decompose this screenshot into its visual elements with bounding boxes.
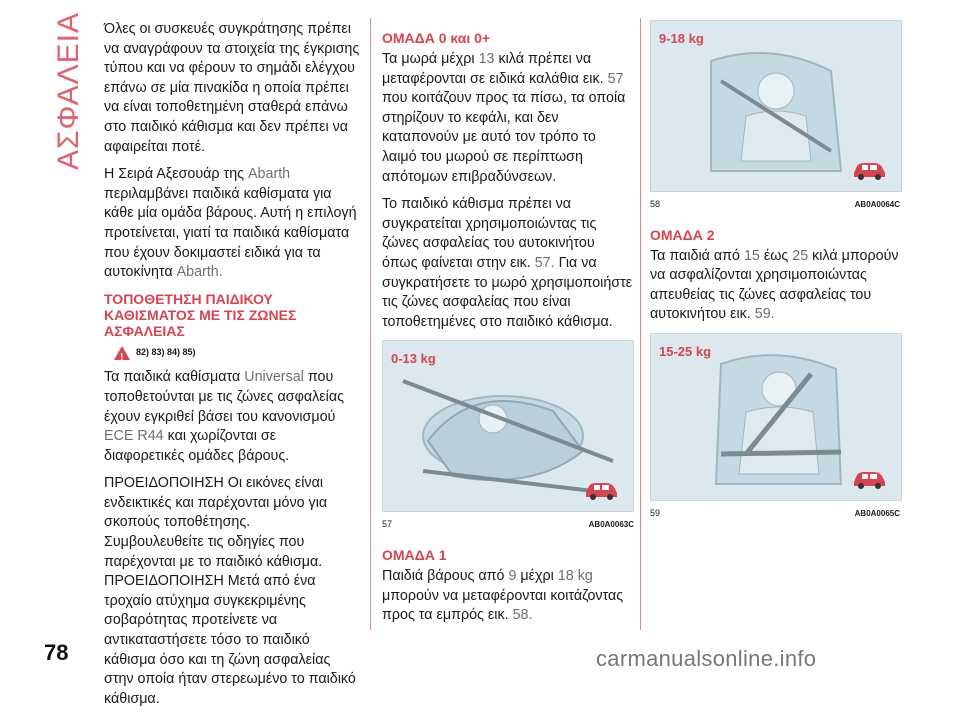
section-heading: ΤΟΠΟΘΕΤΗΣΗ ΠΑΙΔΙΚΟΥ ΚΑΘΙΣΜΑΤΟΣ ΜΕ ΤΙΣ ΖΩΝΕΣ ΑΣΦΑΛΕΙΑΣ [104,290,297,339]
group-2-heading: ΟΜΑΔΑ 2 [650,226,715,243]
text: Για να συγκρατήσετε το μωρό χρησιμοποιήστε τις ζώνες ασφαλείας που είναι τοποθετημένες στο παιδικό κάθισμα. [382,254,633,330]
group-1-heading: ΟΜΑΔΑ 1 [382,546,447,563]
text: Τα παιδικά καθίσματα [104,369,241,386]
number: 13 [478,51,495,67]
text: και χωρίζονται σε διαφορετικές ομάδες βάρους. [104,428,290,464]
term-universal: Universal [244,369,304,386]
figure-59-caption [650,504,900,524]
column-1 [104,20,360,717]
figure-number: 57 [382,519,393,530]
brand-name: Abarth [248,166,291,183]
paragraph-approval: Όλες οι συσκευές συγκράτησης πρέπει να αναγράφουν τα στοιχεία της έγκρισης τύπου και να φέρουν το σημάδι ελέγχου επάνω σε μία πινακίδα η οποία πρέπει να είναι τοποθετημένη σταθερά επάνω στο παιδικό κάθισμα και δεν πρέπει να αφαιρείται ποτέ. [104,21,360,155]
figure-58-caption [650,195,900,215]
watermark-text[interactable]: carmanualsonline.info [596,646,817,671]
figure-code: AB0A0064C [854,200,900,209]
text: Παιδιά βάρους από [382,567,505,584]
figure-weight-label: 0-13 kg [391,351,436,367]
figure-57-caption [382,515,634,535]
text: κιλά πρέπει να μεταφέρονται σε ειδικά καλάθια εικ. [382,51,604,87]
figure-code: AB0A0063C [588,520,634,530]
number: 18 kg [557,567,593,584]
text: Η Σειρά Αξεσουάρ της [104,166,245,183]
regulation-code: ECE R44 [104,428,164,445]
figure-ref: 57 [607,70,624,87]
paragraph-warning-1: ΠΡΟΕΙΔΟΠΟΙΗΣΗ Οι εικόνες είναι ενδεικτικές και παρέχονται μόνο για σκοπούς τοποθέτησης. [104,475,328,531]
car-icon [851,157,887,181]
paragraph-group-1 [382,567,634,626]
figure-code: AB0A0065C [854,508,900,518]
figure-ref: 59. [754,306,775,323]
number: 25 [792,247,809,264]
warning-triangle-icon: ! [114,346,130,360]
figure-weight-label: 15-25 kg [659,343,712,359]
figure-58 [650,20,902,192]
number: 9 [508,567,517,584]
warning-refs-text: 82) 83) 84) 85) [136,346,196,357]
paragraph-universal [104,368,360,466]
text: κιλά μπορούν να ασφαλίζονται χρησιμοποιώντας απευθείας τις ζώνες ασφαλείας του αυτοκινήτου εικ. [650,247,899,323]
figure-ref: 58. [512,607,533,624]
text: Τα μωρά μέχρι [382,51,475,67]
text: έως [763,247,789,264]
paragraph-warning-2: ΠΡΟΕΙΔΟΠΟΙΗΣΗ Μετά από ένα τροχαίο ατύχημα συγκεκριμένης σοβαρότητας προτείνετε να αντικαταστήσετε τόσο το παιδικό κάθισμα όσο και τη ζώνη ασφαλείας στην οποία ήταν στερεωμένο το παιδικό κάθισμα. [104,573,356,707]
page-number: 78 [44,640,69,665]
number: 15 [743,247,760,264]
text: μπορούν να μεταφέρονται κοιτάζοντας προς τα εμπρός εικ. [382,587,624,624]
column-divider-2 [640,18,641,630]
paragraph-group-0 [382,50,634,187]
group-0-heading: ΟΜΑΔΑ 0 και 0+ [382,30,491,46]
figure-number: 59 [650,507,661,518]
warning-references [114,343,360,363]
section-title: ΑΣΦΑΛΕΙΑ [52,11,85,170]
column-3 [650,20,900,524]
paragraph-consult: Συμβουλευθείτε τις οδηγίες που παρέχονται με το παιδικό κάθισμα. [104,534,323,570]
figure-number: 58 [650,199,661,209]
car-icon [583,477,619,501]
figure-59 [650,333,902,501]
brand-name: Abarth. [176,264,223,281]
column-2 [382,20,634,634]
text: μέχρι [520,567,554,584]
paragraph-group-2 [650,247,900,325]
figure-weight-label: 9-18 kg [659,31,704,46]
text: Το παιδικό κάθισμα πρέπει να συγκρατείται χρησιμοποιώντας τις ζώνες ασφαλείας του αυτοκινήτου όπως φαίνεται στην εικ. [382,196,597,271]
text: που τοποθετούνται με τις ζώνες ασφαλείας έχουν εγκριθεί βάσει του κανονισμού [104,369,344,425]
text: Τα παιδιά από [650,247,740,264]
column-divider-1 [370,18,371,630]
text: που κοιτάζουν προς τα πίσω, τα οποία στηρίζουν το κεφάλι, και δεν καταπονούν με αυτό τον τρόπο το λαιμό του μωρού σε περίπτωση απότομων επιβραδύνσεων. [382,90,626,185]
text: περιλαμβάνει παιδικά καθίσματα για κάθε μία ομάδα βάρους. Αυτή η επιλογή προτείνεται, γιατί τα παιδικά καθίσματα που έχουν δοκιμαστεί ειδικά για τα αυτοκίνητα [104,185,357,281]
paragraph-accessories [104,165,360,283]
car-icon [851,466,887,490]
figure-ref: 57. [534,254,555,271]
paragraph-group-0-belts [382,195,634,332]
figure-57 [382,340,634,512]
